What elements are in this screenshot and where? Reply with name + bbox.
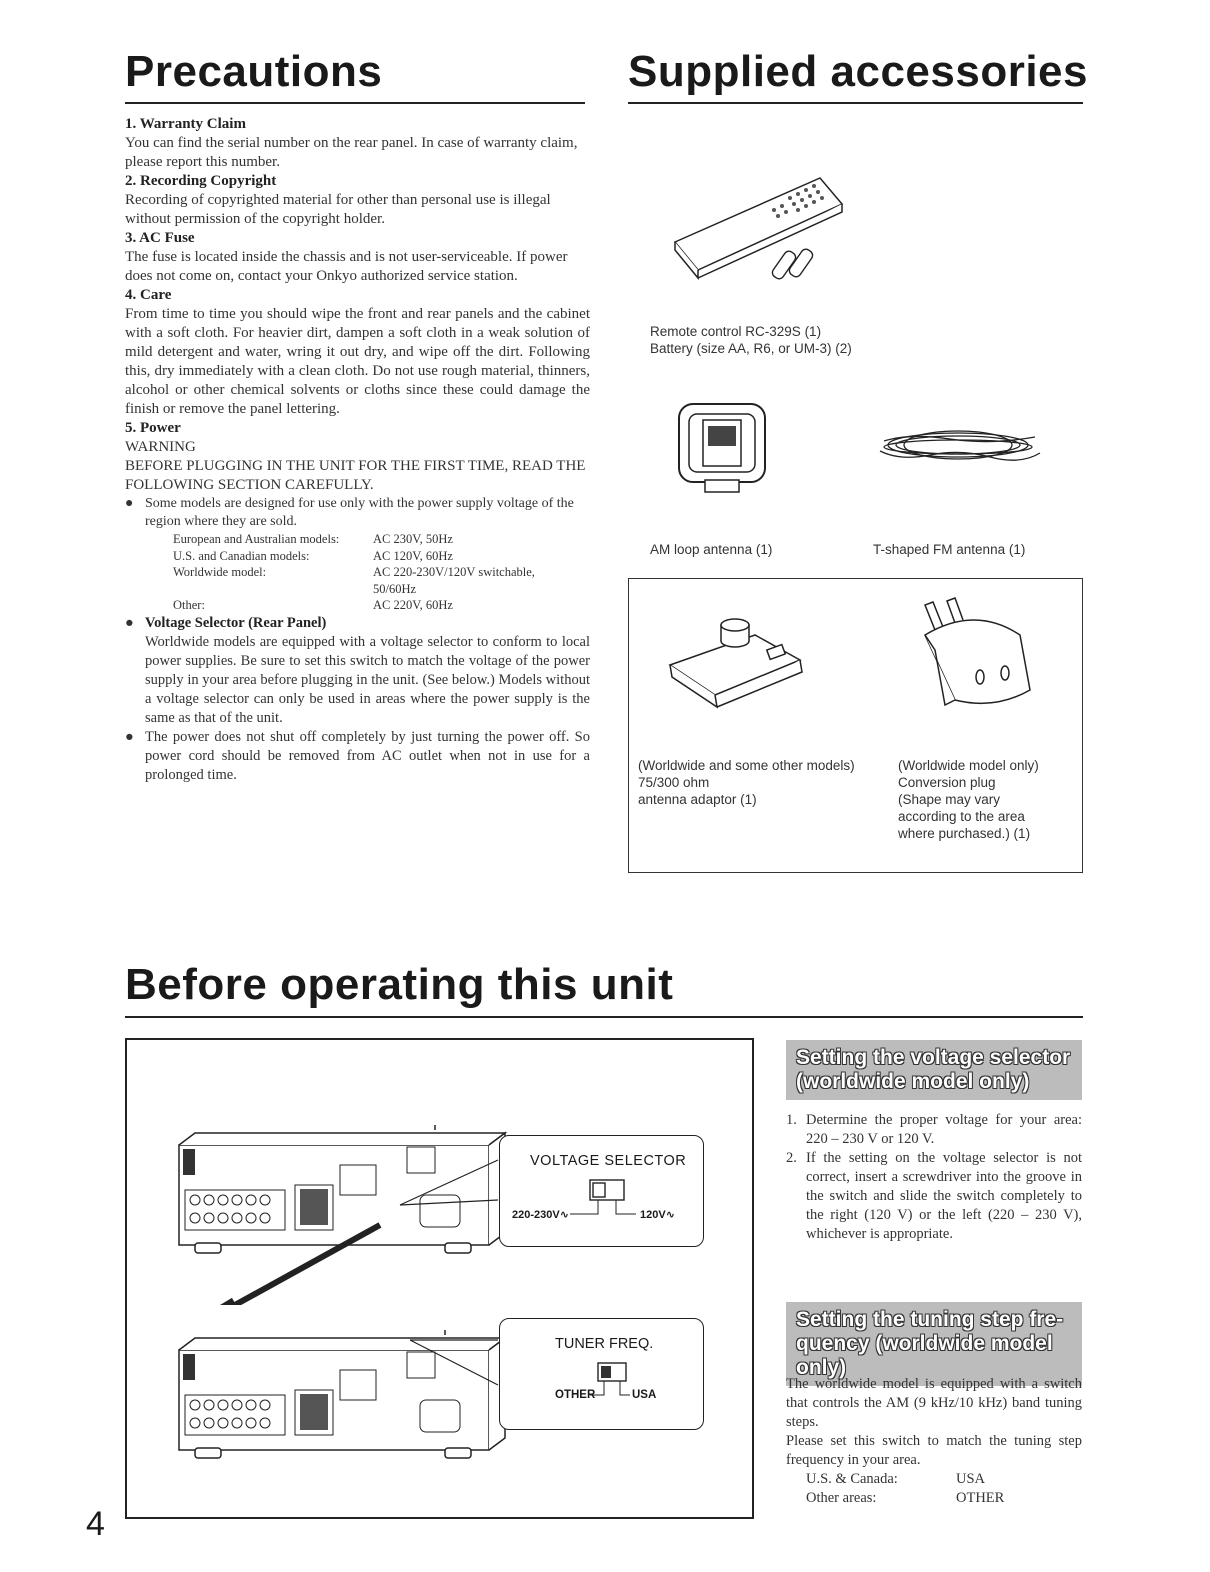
am-antenna-caption: AM loop antenna (1) — [650, 542, 773, 557]
remote-control-illustration — [670, 170, 860, 285]
tuner-right-label: USA — [632, 1389, 657, 1401]
fm-antenna-illustration — [870, 415, 1045, 480]
fuse-title: 3. AC Fuse — [125, 230, 195, 246]
tuning-table — [786, 1470, 1082, 1508]
tuning-text-2: Please set this switch to match the tuning step frequency in your area. — [786, 1433, 1082, 1468]
tuning-text-1: The worldwide model is equipped with a switch that controls the AM (9 kHz/10 kHz) band tuning steps. — [786, 1376, 1082, 1430]
care-title: 4. Care — [125, 287, 172, 303]
voltage-left-label: 220-230V∿ — [512, 1209, 569, 1221]
warning-text: BEFORE PLUGGING IN THE UNIT FOR THE FIRST TIME, READ THE FOLLOWING SECTION CAREFULLY. — [125, 458, 586, 493]
voltage-switch-icon — [560, 1178, 640, 1220]
warranty-text: You can find the serial number on the rear panel. In case of warranty claim, please report this number. — [125, 135, 578, 170]
remote-caption: Remote control RC-329S (1) Battery (size AA, R6, or UM-3) (2) — [650, 324, 852, 356]
warranty-title: 1. Warranty Claim — [125, 116, 246, 132]
precautions-heading: Precautions — [125, 47, 383, 96]
accessories-rule — [628, 102, 1083, 104]
conversion-plug-illustration — [905, 595, 1045, 715]
model-row: Other: AC 220V, 60Hz — [173, 598, 453, 612]
precautions-rule — [125, 102, 585, 104]
model-voltage-table — [125, 531, 590, 614]
rear-panel-diagram-box — [125, 1038, 754, 1519]
care-text: From time to time you should wipe the front and rear panels and the cabinet with a soft cloth. For heavier dirt, dampen a soft cloth in a weak solution of mild detergent and water, wring it out dry, and wipe off the dirt. Following this, dry immediately with a clean cloth. Do not use rough material, thinners, alcohol or other chemical solvents or cloths since these could damage the finish or remove the panel lettering. — [125, 306, 590, 417]
tuning-text — [786, 1375, 1082, 1508]
before-operating-heading: Before operating this unit — [125, 960, 674, 1009]
power-title: 5. Power — [125, 420, 181, 436]
voltage-selector-label: VOLTAGE SELECTOR — [530, 1153, 687, 1169]
am-loop-antenna-illustration — [675, 400, 770, 500]
antenna-adaptor-illustration — [660, 615, 810, 710]
model-row: Worldwide model: AC 220-230V/120V switchable, 50/60Hz — [173, 565, 535, 596]
tuning-section-banner: Setting the tuning step fre- quency (worldwide model only) — [786, 1302, 1082, 1386]
bullet-icon: ● — [125, 614, 134, 631]
tuner-pointer-lines — [400, 1330, 510, 1400]
warning-label: WARNING — [125, 439, 196, 455]
tuner-freq-callout — [499, 1318, 704, 1430]
precautions-body — [125, 115, 590, 785]
before-operating-rule — [125, 1016, 1083, 1018]
copyright-title: 2. Recording Copyright — [125, 173, 277, 189]
voltage-selector-callout — [499, 1135, 704, 1247]
tuning-row: Other areas: OTHER — [806, 1490, 1005, 1506]
model-row: U.S. and Canadian models: AC 120V, 60Hz — [173, 548, 453, 563]
model-row: European and Australian models: AC 230V, 50Hz — [173, 532, 453, 546]
voltage-step-2: 2. If the setting on the voltage selector is not correct, insert a screwdriver into the groove in the switch and slide the switch completely to the right (120 V) or the left (220 – 230 V), whichever is appropriate. — [786, 1150, 1082, 1242]
voltage-step-1: 1. Determine the proper voltage for your area: 220 – 230 V or 120 V. — [786, 1112, 1082, 1147]
accessories-heading: Supplied accessories — [628, 47, 1088, 96]
power-bullet-1: ● Some models are designed for use only with the power supply voltage of the region where they are sold. — [125, 496, 574, 529]
plug-caption: (Worldwide model only) Conversion plug (Shape may vary according to the area where purchased.) (1) — [898, 758, 1039, 841]
voltage-section-banner: Setting the voltage selector (worldwide model only) — [786, 1040, 1082, 1100]
bullet-icon: ● — [125, 496, 134, 511]
adaptor-caption: (Worldwide and some other models) 75/300 ohm antenna adaptor (1) — [638, 758, 855, 807]
voltage-steps — [786, 1111, 1082, 1244]
power-bullet-3: ● The power does not shut off completely by just turning the power off. So power cord should be removed from AC outlet when not in use for a prolonged time. — [125, 728, 590, 783]
power-bullet-2: ● Voltage Selector (Rear Panel) Worldwide models are equipped with a voltage selector to conform to local power supplies. Be sure to set this switch to match the voltage of the power supply in your area before plugging in the unit. (See below.) Models without a voltage selector can only be used in areas where the power supply is the same as that of the unit. — [125, 614, 590, 726]
tuner-freq-label: TUNER FREQ. — [555, 1336, 654, 1352]
tuning-row: U.S. & Canada: USA — [806, 1471, 986, 1487]
tuner-left-label: OTHER — [555, 1389, 596, 1401]
bullet-icon: ● — [125, 728, 134, 745]
voltage-right-label: 120V∿ — [640, 1209, 675, 1221]
voltage-pointer-lines — [380, 1150, 510, 1240]
fm-antenna-caption: T-shaped FM antenna (1) — [873, 542, 1026, 557]
copyright-text: Recording of copyrighted material for other than personal use is illegal without permission of the copyright holder. — [125, 192, 551, 227]
fuse-text: The fuse is located inside the chassis and is not user-serviceable. If power does not come on, contact your Onkyo authorized service station. — [125, 249, 568, 284]
page-number: 4 — [86, 1505, 105, 1543]
